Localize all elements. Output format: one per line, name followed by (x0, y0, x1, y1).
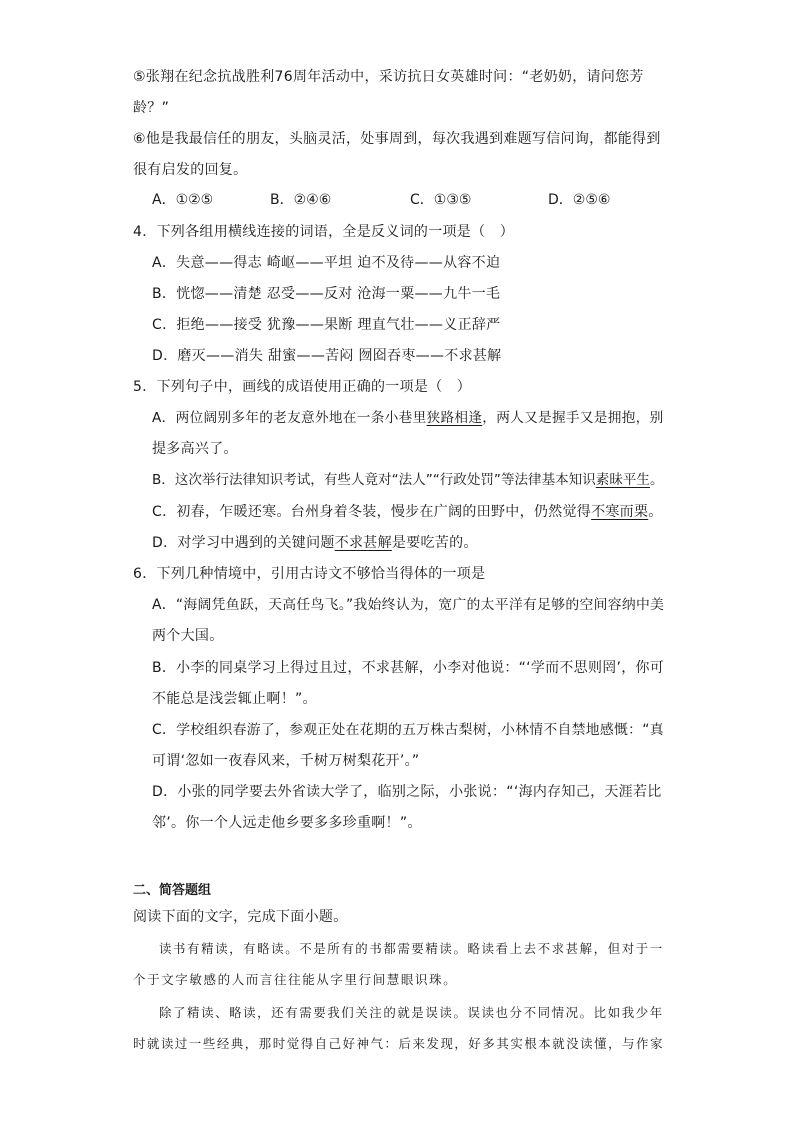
q3-options (152, 190, 672, 210)
q4-stem: 4．下列各组用横线连接的词语，全是反义词的一项是（ ） (133, 224, 515, 240)
q5-c-text: C．初春，乍暖还寒。台州身着冬装，慢步在广阔的田野中，仍然觉得 (152, 504, 592, 520)
q3-option-c: C．①③⑤ (410, 192, 472, 208)
q6-option-a-line1: A．“海阔凭鱼跃，天高任鸟飞。”我始终认为，宽广的太平洋有足够的空间容纳中美 (152, 597, 665, 613)
q6-option-c-line2: 可谓‘忽如一夜春风来，千树万树梨花开’。” (152, 753, 420, 769)
passage-para2-line2: 时就读过一些经典，那时觉得自己好神气：后来发现，好多其实根本就没读懂，与作家 (133, 1037, 665, 1051)
q3-item6-line1: ⑥他是我最信任的朋友，头脑灵活，处事周到，每次我遇到难题写信问询，都能得到 (133, 131, 661, 147)
q3-option-b: B．②④⑥ (270, 192, 332, 208)
q5-b-idiom: 素昧平生 (595, 472, 650, 488)
q6-option-d-line1: D．小张的同学要去外省读大学了，临别之际，小张说：“‘海内存知己，天涯若比 (152, 784, 662, 800)
q3-item5-line2: 龄？” (133, 100, 170, 116)
q5-a-idiom: 狭路相逢 (426, 410, 483, 426)
q5-option-c (152, 502, 663, 522)
q5-c-idiom: 不寒而栗 (591, 504, 649, 520)
q5-d-text: D．对学习中遇到的关键问题 (152, 535, 335, 551)
q4-option-d: D．磨灭——消失 甜蜜——苦闷 囫囵吞枣——不求甚解 (152, 348, 502, 364)
q5-option-b (152, 470, 664, 490)
q3-option-a: A．①②⑤ (152, 192, 214, 208)
q5-a-text: A．两位阔别多年的老友意外地在一条小巷里 (152, 410, 427, 426)
q5-stem: 5．下列句子中，画线的成语使用正确的一项是（ ） (133, 379, 472, 395)
q5-option-d (152, 533, 478, 553)
passage-para1-line2: 个于文字敏感的人而言往往能从字里行间慧眼识珠。 (133, 972, 458, 987)
q3-item6-line2: 很有启发的回复。 (133, 162, 248, 178)
q5-c-text-after: 。 (648, 504, 663, 520)
q6-option-b-line1: B．小李的同桌学习上得过且过，不求甚解，小李对他说：“‘学而不思则罔’，你可 (152, 660, 665, 676)
passage-para1-line1: 读书有精读，有略读。不是所有的书都需要精读。略读看上去不求甚解，但对于一 (159, 941, 664, 956)
q5-d-text-after: 是要吃苦的。 (391, 535, 478, 551)
q5-option-a-line2: 提多高兴了。 (152, 441, 238, 457)
q5-b-text: B．这次举行法律知识考试，有些人竟对“法人”“行政处罚”等法律基本知识 (152, 472, 596, 488)
q6-option-b-line2: 不能总是浅尝辄止啊！”。 (152, 691, 317, 707)
q6-option-d-line2: 邻’。你一个人远走他乡要多多珍重啊！”。 (152, 815, 422, 831)
q6-option-a-line2: 两个大国。 (152, 628, 224, 644)
q6-stem: 6．下列几种情境中，引用古诗文不够恰当得体的一项是 (133, 566, 486, 582)
q4-option-b: B．恍惚——清楚 忍受——反对 沧海一粟——九牛一毛 (152, 286, 501, 302)
q6-option-c-line1: C．学校组织春游了，参观正处在花期的五万株古梨树，小林情不自禁地感慨：“真 (152, 722, 664, 738)
q4-option-a: A．失意——得志 崎岖——平坦 迫不及待——从容不迫 (152, 255, 501, 271)
section-heading: 二、简答题组 (133, 883, 212, 898)
q3-item5-line1: ⑤张翔在纪念抗战胜利76周年活动中，采访抗日女英雄时问：“老奶奶，请问您芳 (133, 69, 644, 85)
q5-d-idiom: 不求甚解 (334, 535, 392, 551)
q5-a-text-after: ，两人又是握手又是拥抱，别 (482, 410, 664, 426)
q5-option-a (152, 408, 664, 428)
q4-option-c: C．拒绝——接受 犹豫——果断 理直气壮——义正辞严 (152, 317, 501, 333)
q3-option-d: D．②⑤⑥ (548, 192, 611, 208)
section-instruction: 阅读下面的文字，完成下面小题。 (133, 909, 348, 925)
q5-b-text-after: 。 (649, 472, 664, 488)
passage-para2-line1: 除了精读、略读，还有需要我们关注的就是误读。误读也分不同情况。比如我少年 (159, 1005, 664, 1020)
